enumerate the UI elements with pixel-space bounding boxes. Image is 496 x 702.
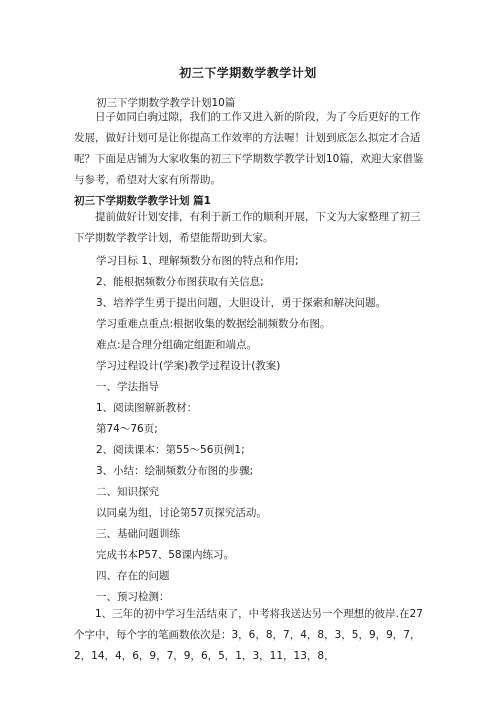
list-item: 学习目标 1、理解频数分布图的特点和作用; xyxy=(96,255,299,267)
list-item: 3、小结：绘制频数分布图的步骤; xyxy=(96,465,254,477)
list-item: 四、存在的问题 xyxy=(96,570,170,582)
list-item: 一、预习检测： xyxy=(96,591,170,603)
list-item: 学习重难点重点:根据收集的数据绘制频数分布图。 xyxy=(96,318,331,330)
section-intro-paragraph: 提前做好计划安排，有利于新工作的顺利开展，下文为大家整理了初三下学期数学教学计划，希望能帮助到大家。 xyxy=(74,211,421,244)
list-item: 难点:是合理分组确定组距和端点。 xyxy=(96,339,258,351)
list-item: 学习过程设计(学案)教学过程设计(教案) xyxy=(96,360,281,372)
list-item: 第74～76页; xyxy=(96,423,158,435)
list-item: 二、知识探究 xyxy=(96,486,159,498)
list-item: 2、阅读课本：第55～56页例1; xyxy=(96,444,245,456)
document-title: 初三下学期数学教学计划 xyxy=(179,66,317,80)
intro-paragraph: 日子如同白驹过隙，我们的工作又进入新的阶段，为了今后更好的工作发展，做好计划可是让你提高工作效率的方法喔！计划到底怎么拟定才合适呢？下面是店铺为大家收集的初三下学期数学教学计划10篇，欢迎大家借鉴与参考，希望对大家有所帮助。 xyxy=(74,111,424,186)
list-item: 一、学法指导 xyxy=(96,381,159,393)
list-item: 完成书本P57、58课内练习。 xyxy=(96,549,235,561)
list-item: 三、基础问题训练 xyxy=(96,528,180,540)
exercise-paragraph: 1、三年的初中学习生活结束了，中考将我送达另一个理想的彼岸.在27个字中，每个字的笔画数依次是：3，6，8，7，4，8，3，5，9，9，7，2，14，4，6，9，7，9，6，5，1，3，11，13，8， xyxy=(74,608,423,662)
document-subtitle: 初三下学期数学教学计划10篇 xyxy=(96,97,236,109)
list-item: 3、培养学生勇于提出问题，大胆设计，勇于探索和解决问题。 xyxy=(96,297,387,309)
section-heading: 初三下学期数学教学计划 篇1 xyxy=(74,195,211,207)
list-item: 以同桌为组，讨论第57页探究活动。 xyxy=(96,507,267,519)
list-item: 2、能根据频数分布图获取有关信息; xyxy=(96,276,264,288)
list-item: 1、阅读图解新教材： xyxy=(96,402,198,414)
